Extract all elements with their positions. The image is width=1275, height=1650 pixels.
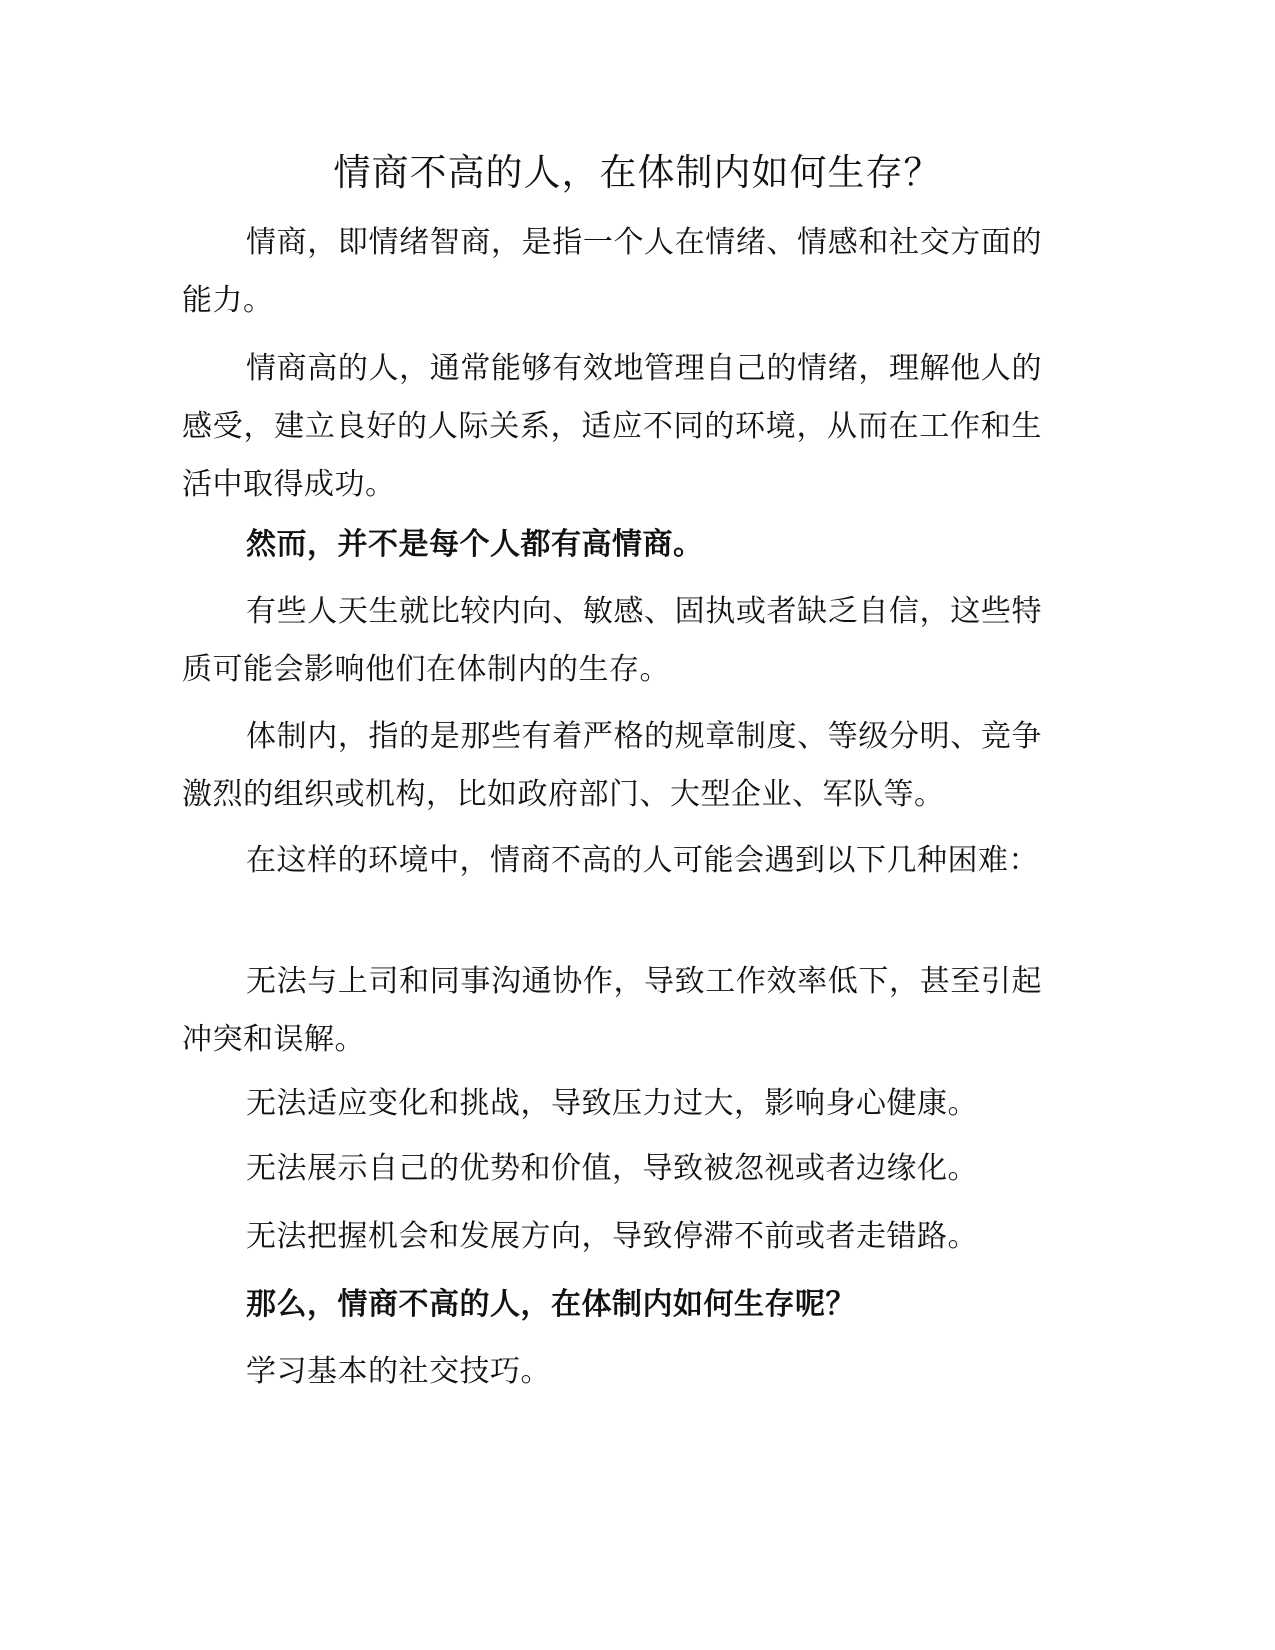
paragraph-difficulty-adaptation: 无法适应变化和挑战，导致压力过大，影响身心健康。 xyxy=(246,1086,978,1121)
paragraph-difficulties-intro: 在这样的环境中，情商不高的人可能会遇到以下几种困难： xyxy=(246,843,1039,878)
paragraph-difficulty-value: 无法展示自己的优势和价值，导致被忽视或者边缘化。 xyxy=(246,1151,978,1186)
document-title: 情商不高的人，在体制内如何生存？ xyxy=(333,151,942,194)
paragraph-definition: 情商，即情绪智商，是指一个人在情绪、情感和社交方面的能力。 xyxy=(182,225,1042,318)
paragraph-system-definition: 体制内，指的是那些有着严格的规章制度、等级分明、竞争激烈的组织或机构，比如政府部门、大型企业、军队等。 xyxy=(182,719,1042,812)
paragraph-difficulty-communication: 无法与上司和同事沟通协作，导致工作效率低下，甚至引起冲突和误解。 xyxy=(182,964,1042,1057)
paragraph-high-eq: 情商高的人，通常能够有效地管理自己的情绪，理解他人的感受，建立良好的人际关系，适应不同的环境，从而在工作和生活中取得成功。 xyxy=(182,351,1042,502)
paragraph-question: 那么，情商不高的人，在体制内如何生存呢？ xyxy=(246,1287,856,1322)
paragraph-however: 然而，并不是每个人都有高情商。 xyxy=(246,527,704,562)
paragraph-difficulty-opportunity: 无法把握机会和发展方向，导致停滞不前或者走错路。 xyxy=(246,1219,978,1254)
paragraph-traits: 有些人天生就比较内向、敏感、固执或者缺乏自信，这些特质可能会影响他们在体制内的生存。 xyxy=(182,594,1042,687)
paragraph-social-skills: 学习基本的社交技巧。 xyxy=(246,1354,551,1389)
